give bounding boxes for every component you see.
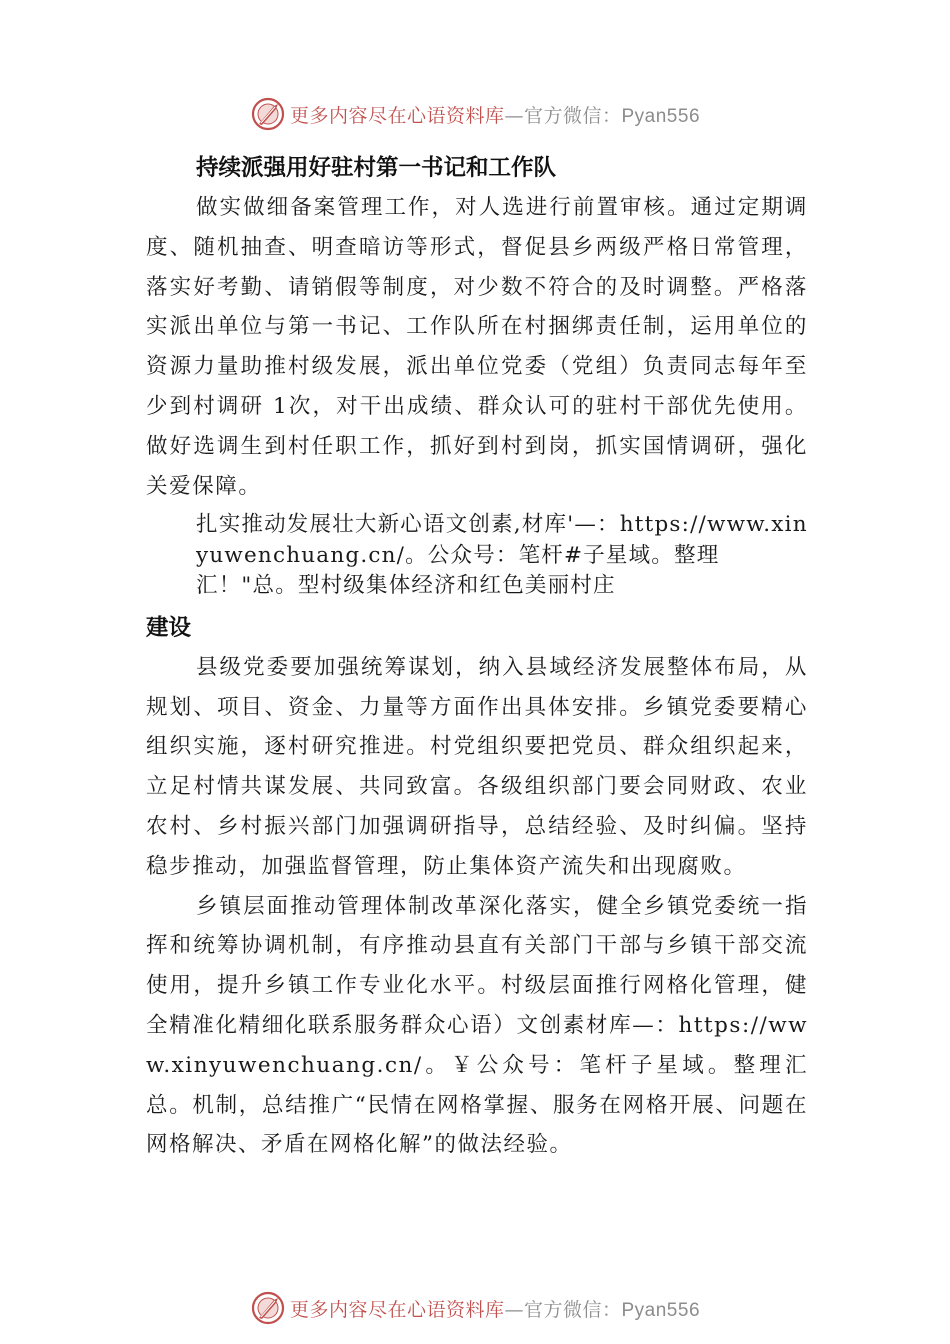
banner-text — [290, 101, 700, 128]
paragraph-2: 县级党委要加强统筹谋划，纳入县域经济发展整体布局，从规划、项目、资金、力量等方面作出具体安排。乡镇党委要精心组织实施，逐村研究推进。村党组织要把党员、群众组织起来，立足村情共谋发展、共同致富。各级组织部门要会同财政、农业农村、乡村振兴部门加强调研指导，总结经验、及时纠偏。坚持稳步推动，加强监督管理，防止集体资产流失和出现腐败。 — [146, 654, 808, 879]
quill-pen-logo-icon — [250, 1290, 286, 1326]
banner-wechat-id: Pyan556 — [621, 1299, 701, 1321]
banner-text — [290, 1295, 700, 1322]
watermark-note: 扎实推动发展壮大新心语文创素,材库'—：https://www.xinyuwenchuang.cn/。公众号：笔杆#子星域。整理汇！"总。型村级集体经济和红色美丽村庄 — [196, 512, 808, 599]
banner-red-text: 更多内容尽在心语资料库 — [289, 1298, 505, 1321]
footer-banner — [0, 1286, 950, 1330]
paragraph-3: 乡镇层面推动管理体制改革深化落实，健全乡镇党委统一指挥和统筹协调机制，有序推动县直有关部门干部与乡镇干部交流使用，提升乡镇工作专业化水平。村级层面推行网格化管理，健全精准化精细化联系服务群众心语）文创素材库—：https://www.xinyuwenchuang.cn/。￥公众号：笔杆子星域。整理汇总。机制，总结推广“民情在网格掌握、服务在网格开展、问题在网格解决、矛盾在网格化解”的做法经验。 — [146, 893, 808, 1158]
quill-pen-logo-icon — [250, 96, 286, 132]
section-title: 建设 — [146, 614, 192, 641]
banner-gray-text: —官方微信： — [504, 104, 622, 127]
document-body — [146, 148, 808, 1165]
header-banner — [0, 92, 950, 136]
section-heading: 持续派强用好驻村第一书记和工作队 — [196, 155, 557, 181]
paragraph-1: 做实做细备案管理工作，对人选进行前置审核。通过定期调度、随机抽查、明查暗访等形式，督促县乡两级严格日常管理，落实好考勤、请销假等制度，对少数不符合的及时调整。严格落实派出单位与第一书记、工作队所在村捆绑责任制，运用单位的资源力量助推村级发展，派出单位党委（党组）负责同志每年至少到村调研 1次，对干出成绩、群众认可的驻村干部优先使用。做好选调生到村任职工作，抓好到村到岗，抓实国情调研，强化关爱保障。 — [146, 195, 808, 499]
banner-red-text: 更多内容尽在心语资料库 — [289, 104, 505, 127]
banner-wechat-id: Pyan556 — [621, 105, 701, 127]
banner-gray-text: —官方微信： — [504, 1298, 622, 1321]
